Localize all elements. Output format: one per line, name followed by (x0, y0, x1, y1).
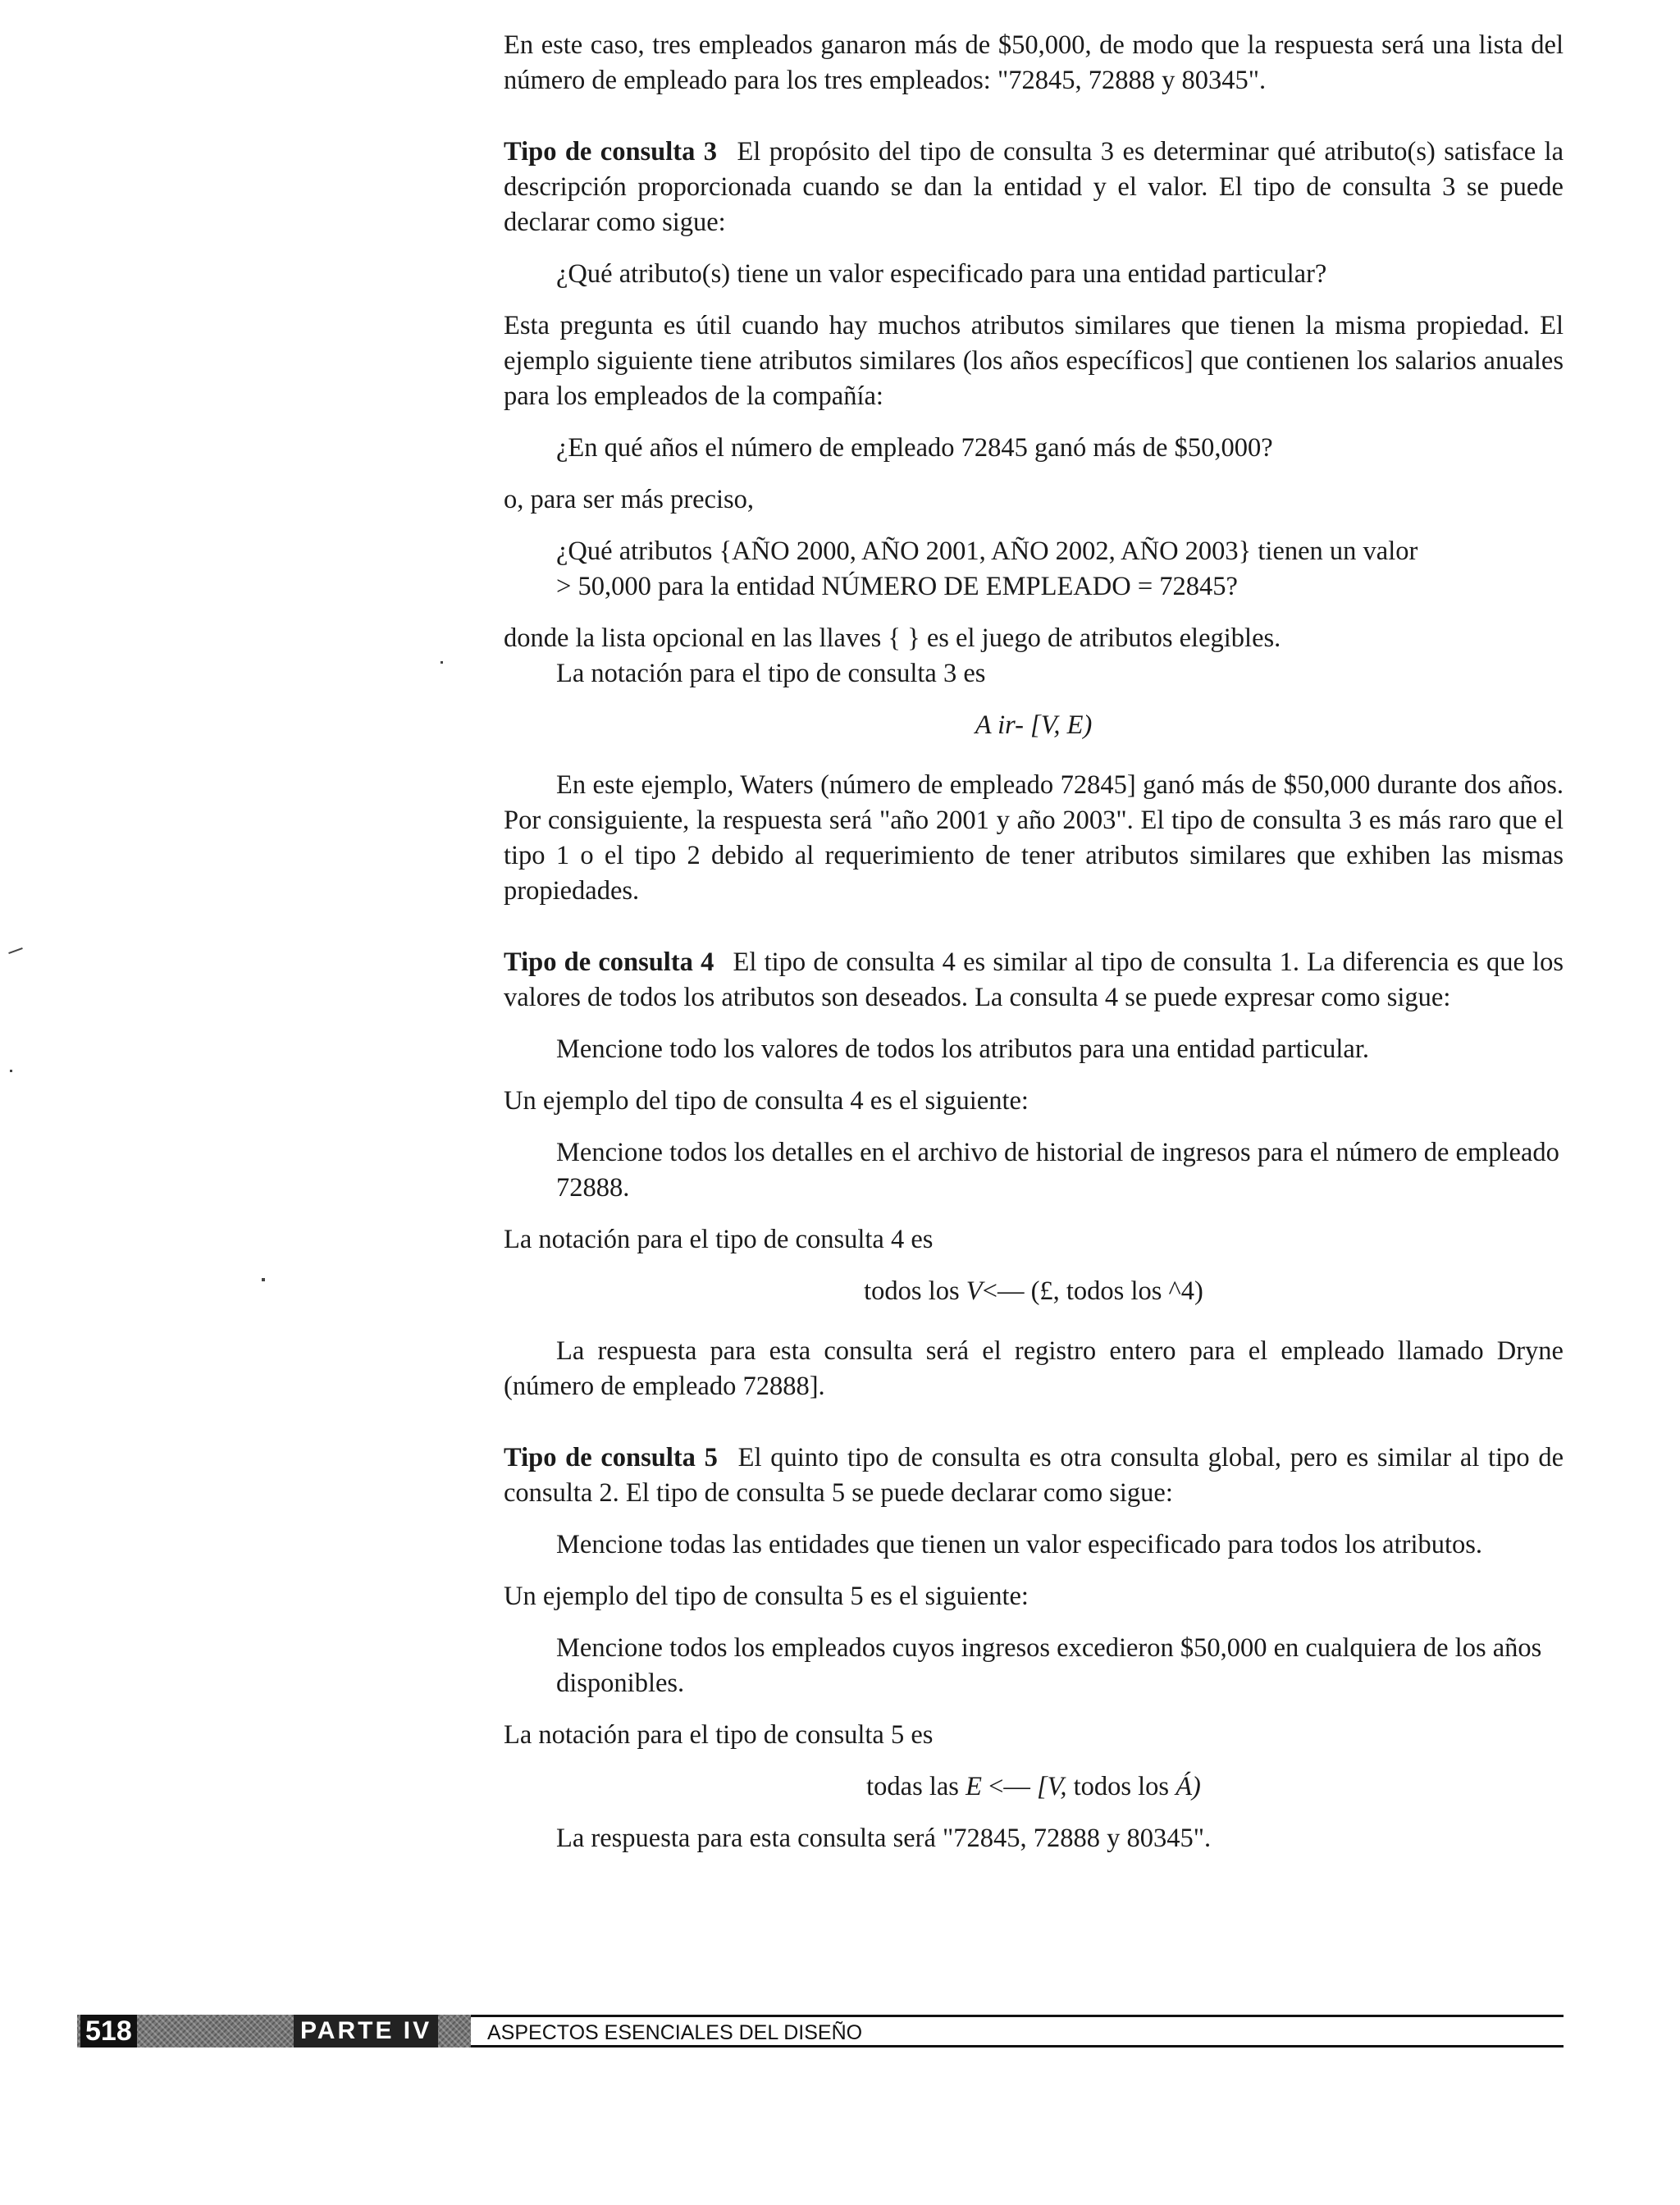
scan-speck (8, 947, 23, 954)
formula-4-post: <— (£, todos los ^4) (982, 1276, 1203, 1306)
page-footer (77, 2015, 1564, 2048)
formula-5-e: E (966, 1772, 982, 1801)
paragraph-notation-5: La notación para el tipo de consulta 5 es (504, 1720, 934, 1750)
formula-5-post: [V, (1037, 1772, 1067, 1801)
query-type-3-statement: ¿Qué atributo(s) tiene un valor especificado para una entidad particular? (556, 259, 1327, 289)
query-type-5-heading: Tipo de consulta 5 (504, 1443, 718, 1472)
formula-query-type-4 (504, 1274, 1564, 1309)
query-type-4-example: Mencione todos los detalles en el archivo de historial de ingresos para el número de empleado 72888. (556, 1138, 1559, 1203)
query-type-4-paragraph (504, 945, 1564, 1016)
footer-rule-top (471, 2015, 1564, 2017)
query-type-3-precise-line-1: ¿Qué atributos {AÑO 2000, AÑO 2001, AÑO 2002, AÑO 2003} tienen un valor (556, 536, 1418, 566)
paragraph-answer-5: La respuesta para esta consulta será "72845, 72888 y 80345". (556, 1824, 1212, 1853)
part-label: PARTE IV (294, 2015, 438, 2048)
formula-query-type-3 (504, 708, 1564, 743)
query-type-4-text: El tipo de consulta 4 es similar al tipo de consulta 1. La diferencia es que los valores de todos los atributos son deseados. La consulta 4 se puede expresar como sigue: (504, 947, 1564, 1012)
paragraph-intro: En este caso, tres empleados ganaron más de $50,000, de modo que la respuesta será una lista del número de empleado para los tres empleados: "72845, 72888 y 80345". (504, 30, 1564, 95)
footer-section-title: ASPECTOS ESENCIALES DEL DISEÑO (487, 2021, 863, 2044)
paragraph-notation-4: La notación para el tipo de consulta 4 es (504, 1225, 934, 1254)
scan-speck (262, 1278, 265, 1281)
formula-5-mid: <— (981, 1772, 1038, 1801)
paragraph-precise: o, para ser más preciso, (504, 485, 755, 514)
paragraph-example-3: En este ejemplo, Waters (número de empleado 72845] ganó más de $50,000 durante dos años. Por consiguiente, la respuesta será "año 2001 y año 2003". El tipo de consulta 3 es más raro que el tipo 1 o el tipo 2 debido al requerimiento de tener atributos similares que exhiben las mismas propiedades. (504, 770, 1564, 906)
formula-4-v: V (966, 1276, 983, 1306)
scan-speck (441, 661, 443, 664)
formula-5-a: Á) (1176, 1772, 1201, 1801)
query-type-3-heading: Tipo de consulta 3 (504, 137, 718, 167)
page-number: 518 (80, 2015, 137, 2048)
formula-query-type-5 (504, 1769, 1564, 1805)
query-type-3-text: El propósito del tipo de consulta 3 es determinar qué atributo(s) satisface la descripción proporcionada cuando se dan la entidad y el valor. El tipo de consulta 3 se puede declarar como sigue: (504, 137, 1564, 237)
query-type-4-heading: Tipo de consulta 4 (504, 947, 714, 977)
paragraph-answer-4: La respuesta para esta consulta será el registro entero para el empleado llamado Dryne (número de empleado 72888]. (504, 1336, 1564, 1401)
formula-5-pre: todas las (866, 1772, 966, 1801)
main-text-column (504, 28, 1564, 1856)
paragraph-notation-3: La notación para el tipo de consulta 3 es (556, 659, 986, 688)
query-type-3-precise-line-2: > 50,000 para la entidad NÚMERO DE EMPLEADO = 72845? (556, 572, 1238, 601)
paragraph-example-5-intro: Un ejemplo del tipo de consulta 5 es el siguiente: (504, 1582, 1029, 1611)
query-type-4-statement: Mencione todo los valores de todos los atributos para una entidad particular. (556, 1034, 1369, 1064)
paragraph-useful: Esta pregunta es útil cuando hay muchos atributos similares que tienen la misma propiedad. El ejemplo siguiente tiene atributos similares (los años específicos] que contienen los salarios anuales para los empleados de la compañía: (504, 311, 1564, 411)
query-type-5-paragraph (504, 1440, 1564, 1511)
paragraph-example-4-intro: Un ejemplo del tipo de consulta 4 es el siguiente: (504, 1086, 1029, 1116)
paragraph-where: donde la lista opcional en las llaves { } es el juego de atributos elegibles. (504, 623, 1281, 653)
formula-4-pre: todos los (864, 1276, 966, 1306)
query-type-3-paragraph (504, 135, 1564, 240)
query-type-3-example: ¿En qué años el número de empleado 72845 ganó más de $50,000? (556, 433, 1273, 463)
query-type-3-precise-block (504, 534, 1564, 605)
query-type-5-statement: Mencione todas las entidades que tienen un valor especificado para todos los atributos. (556, 1530, 1483, 1559)
query-type-5-text: El quinto tipo de consulta es otra consulta global, pero es similar al tipo de consulta 2. El tipo de consulta 5 se puede declarar como sigue: (504, 1443, 1564, 1508)
formula-5-tail: todos los (1066, 1772, 1176, 1801)
query-type-5-example: Mencione todos los empleados cuyos ingresos excedieron $50,000 en cualquiera de los años disponibles. (556, 1633, 1542, 1698)
formula-3-text: A ir- [V, E) (975, 710, 1093, 740)
scan-speck (10, 1070, 12, 1072)
